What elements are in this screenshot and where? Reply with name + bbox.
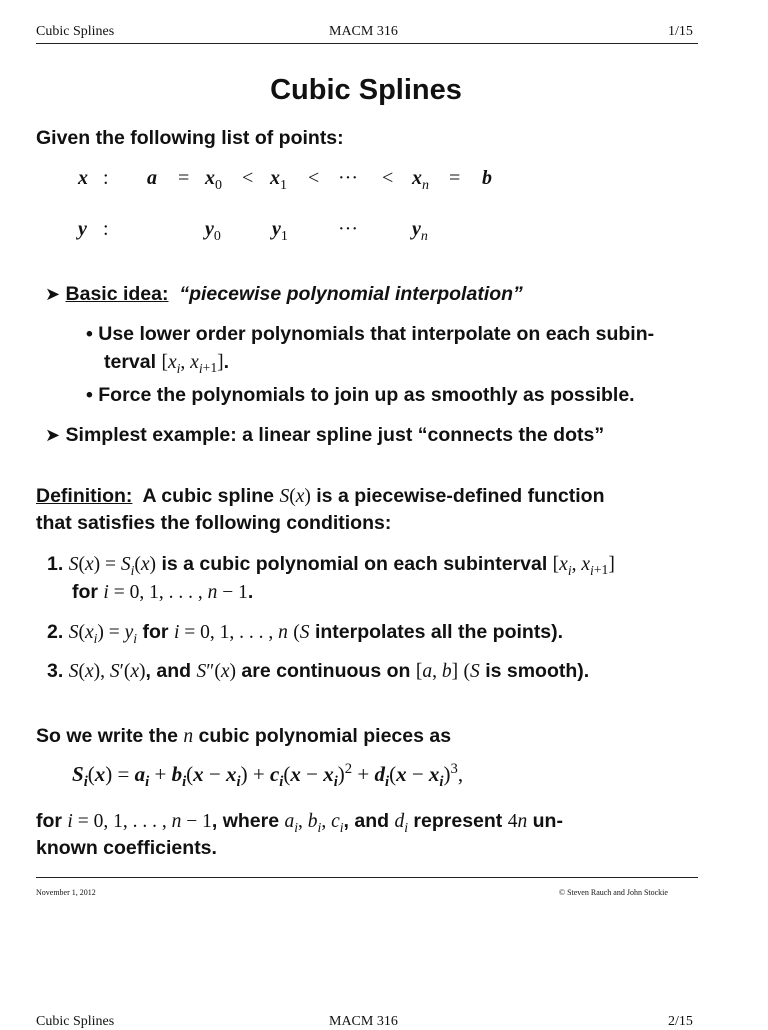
basic-idea-label: Basic idea:: [65, 283, 169, 305]
x-b: b: [482, 167, 492, 189]
arrow-bullet-icon: ➤: [45, 425, 61, 445]
x-lt3: <: [382, 167, 394, 189]
x-eq1: =: [178, 167, 190, 189]
definition-line-2: that satisfies the following conditions:: [36, 512, 392, 534]
basic-idea-text: “piecewise polynomial interpolation”: [179, 283, 523, 305]
pieces-intro: So we write the n cubic polynomial pieces as: [36, 725, 452, 747]
spline-formula: $S_i(x) = a_i + b_i(x - x_i) + c_i(x - x_i)^2 + d_i(x - x_i)^3$,: [72, 761, 464, 791]
next-header-page-number: 2/15: [668, 1014, 693, 1029]
x-colon: :: [103, 167, 109, 189]
x-eq2: =: [449, 167, 461, 189]
next-header-center: MACM 316: [329, 1014, 398, 1029]
sub-bullet-1: • Use lower order polynomials that interpolate on each subin-: [86, 323, 655, 345]
header-rule: [36, 43, 698, 44]
definition-label: Definition:: [36, 485, 133, 507]
x-x0: $x_0$: [205, 167, 222, 193]
y-dots: ···: [338, 218, 358, 240]
header-left: Cubic Splines: [36, 24, 115, 39]
y-label: y: [78, 218, 87, 240]
next-header-left: Cubic Splines: [36, 1014, 115, 1029]
x-xn: $x_n$: [412, 167, 429, 193]
sub-bullet-1-cont: terval [$x_i$, $x_{i+1}$].: [104, 351, 230, 376]
x-a: a: [147, 167, 157, 189]
pieces-line-2: known coefficients.: [36, 837, 217, 859]
condition-3: 3. S(x), S′(x), and S″(x) are continuous on [a, b] (S is smooth).: [47, 660, 590, 682]
sub-bullet-2: • Force the polynomials to join up as smoothly as possible.: [86, 384, 635, 406]
condition-1: 1. $S(x) = S_i(x)$ is a cubic polynomial on each subinterval [$x_i$, $x_{i+1}$]: [47, 553, 615, 578]
condition-1-cont: for i = 0, 1, . . . , n − 1.: [72, 581, 254, 603]
x-lt1: <: [242, 167, 254, 189]
footer-rule: [36, 877, 698, 878]
footer-date: November 1, 2012: [36, 888, 96, 897]
y-yn: $y_n$: [412, 218, 428, 244]
header-center: MACM 316: [329, 24, 398, 39]
y-y1: $y_1$: [272, 218, 288, 244]
header-page-number: 1/15: [668, 24, 693, 39]
dot-bullet-icon: •: [86, 323, 93, 345]
pieces-line-1: for i = 0, 1, . . . , n − 1, where $a_i$, $b_i$, $c_i$, and $d_i$ represent 4n un-: [36, 810, 563, 835]
x-lt2: <: [308, 167, 320, 189]
footer-copyright: © Steven Rauch and John Stockie: [559, 888, 668, 897]
condition-2: 2. $S(x_i) = y_i$ for i = 0, 1, . . . , n (S interpolates all the points).: [47, 621, 564, 646]
arrow-bullet-icon: ➤: [45, 284, 61, 304]
x-x1: $x_1$: [270, 167, 287, 193]
dot-bullet-icon: •: [86, 384, 93, 406]
y-y0: $y_0$: [205, 218, 221, 244]
intro-text: Given the following list of points:: [36, 127, 344, 149]
y-colon: :: [103, 218, 109, 240]
slide-title: Cubic Splines: [270, 74, 462, 106]
x-dots: ···: [338, 167, 358, 189]
x-label: x: [78, 167, 88, 189]
definition-line-1: Definition: A cubic spline S(x) is a piecewise-defined function: [36, 485, 605, 507]
basic-idea-line: [45, 280, 523, 308]
simplest-example-line: ➤ Simplest example: a linear spline just “connects the dots”: [45, 424, 605, 446]
